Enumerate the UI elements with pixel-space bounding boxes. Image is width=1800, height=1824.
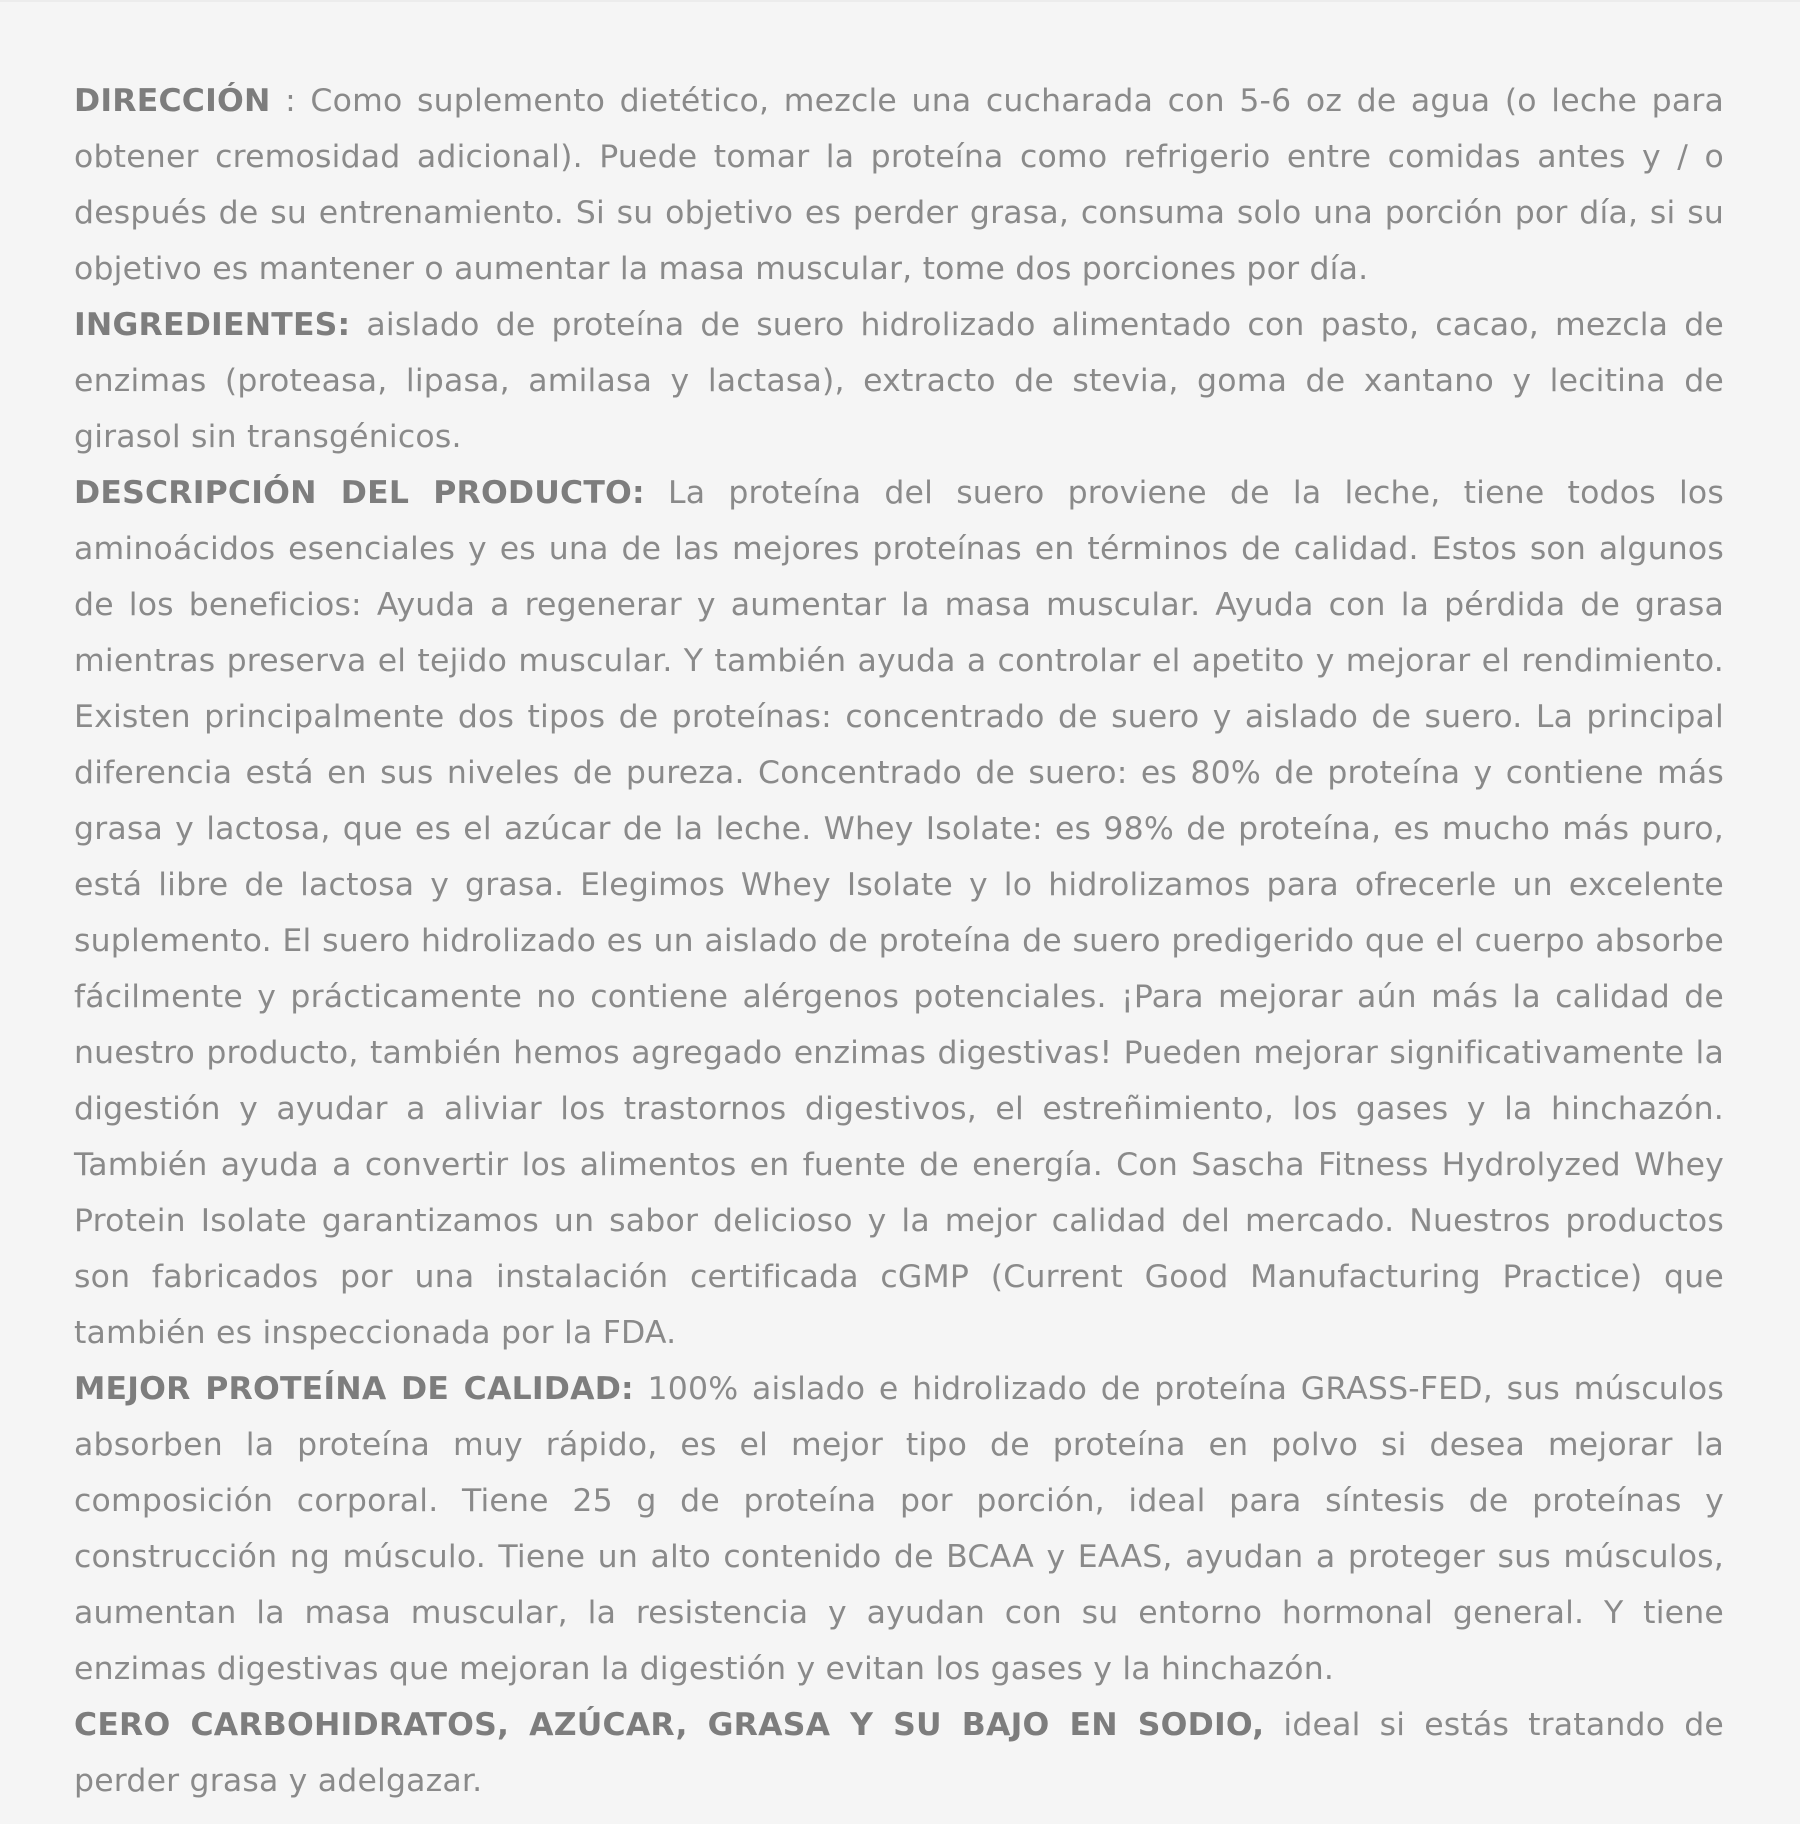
section-label: INGREDIENTES:	[74, 307, 351, 343]
section-separator: :	[270, 83, 311, 119]
top-border	[0, 0, 1800, 2]
section-separator	[645, 475, 668, 511]
section-label: DESCRIPCIÓN DEL PRODUCTO:	[74, 475, 645, 511]
section-direccion	[74, 73, 1724, 297]
section-label: MEJOR PROTEÍNA DE CALIDAD:	[74, 1371, 634, 1407]
section-descripcion	[74, 465, 1724, 1361]
section-text: La proteína del suero proviene de la leche, tiene todos los aminoácidos esenciales y es una de las mejores proteínas en términos de calidad. Estos son algunos de los beneficios: Ayuda a regenerar y aumentar la masa muscular. Ayuda con la pérdida de grasa mientras preserva el tejido muscular. Y también ayuda a controlar el apetito y mejorar el rendimiento. Existen principalmente dos tipos de proteínas: concentrado de suero y aislado de suero. La principal diferencia está en sus niveles de pureza. Concentrado de suero: es 80% de proteína y contiene más grasa y lactosa, que es el azúcar de la leche. Whey Isolate: es 98% de proteína, es mucho más puro, está libre de lactosa y grasa. Elegimos Whey Isolate y lo hidrolizamos para ofrecerle un excelente suplemento. El suero hidrolizado es un aislado de proteína de suero predigerido que el cuerpo absorbe fácilmente y prácticamente no contiene alérgenos potenciales. ¡Para mejorar aún más la calidad de nuestro producto, también hemos agregado enzimas digestivas! Pueden mejorar significativamente la digestión y ayudar a aliviar los trastornos digestivos, el estreñimiento, los gases y la hinchazón. También ayuda a convertir los alimentos en fuente de energía. Con Sascha Fitness Hydrolyzed Whey Protein Isolate garantizamos un sabor delicioso y la mejor calidad del mercado. Nuestros productos son fabricados por una instalación certificada cGMP (Current Good Manufacturing Practice) que también es inspeccionada por la FDA.	[74, 475, 1724, 1351]
section-separator	[1264, 1707, 1283, 1743]
section-text: Como suplemento dietético, mezcle una cucharada con 5-6 oz de agua (o leche para obtener cremosidad adicional). Puede tomar la proteína como refrigerio entre comidas antes y / o después de su entrenamiento. Si su objetivo es perder grasa, consuma solo una porción por día, si su objetivo es mantener o aumentar la masa muscular, tome dos porciones por día.	[74, 83, 1724, 287]
section-text: 100% aislado e hidrolizado de proteína GRASS-FED, sus músculos absorben la proteína muy rápido, es el mejor tipo de proteína en polvo si desea mejorar la composición corporal. Tiene 25 g de proteína por porción, ideal para síntesis de proteínas y construcción ng músculo. Tiene un alto contenido de BCAA y EAAS, ayudan a proteger sus músculos, aumentan la masa muscular, la resistencia y ayudan con su entorno hormonal general. Y tiene enzimas digestivas que mejoran la digestión y evitan los gases y la hinchazón.	[74, 1371, 1724, 1687]
section-text: ideal si estás tratando de perder grasa y adelgazar.	[74, 1707, 1724, 1799]
section-cero-carbohidratos	[74, 1697, 1724, 1809]
section-separator	[634, 1371, 648, 1407]
product-description-document	[74, 73, 1724, 1809]
section-mejor-proteina	[74, 1361, 1724, 1697]
section-separator	[350, 307, 366, 343]
section-label: DIRECCIÓN	[74, 83, 271, 119]
section-text: aislado de proteína de suero hidrolizado alimentado con pasto, cacao, mezcla de enzimas (proteasa, lipasa, amilasa y lactasa), extracto de stevia, goma de xantano y lecitina de girasol sin transgénicos.	[74, 307, 1724, 455]
section-label: CERO CARBOHIDRATOS, AZÚCAR, GRASA Y SU BAJO EN SODIO,	[74, 1707, 1265, 1743]
section-ingredientes	[74, 297, 1724, 465]
